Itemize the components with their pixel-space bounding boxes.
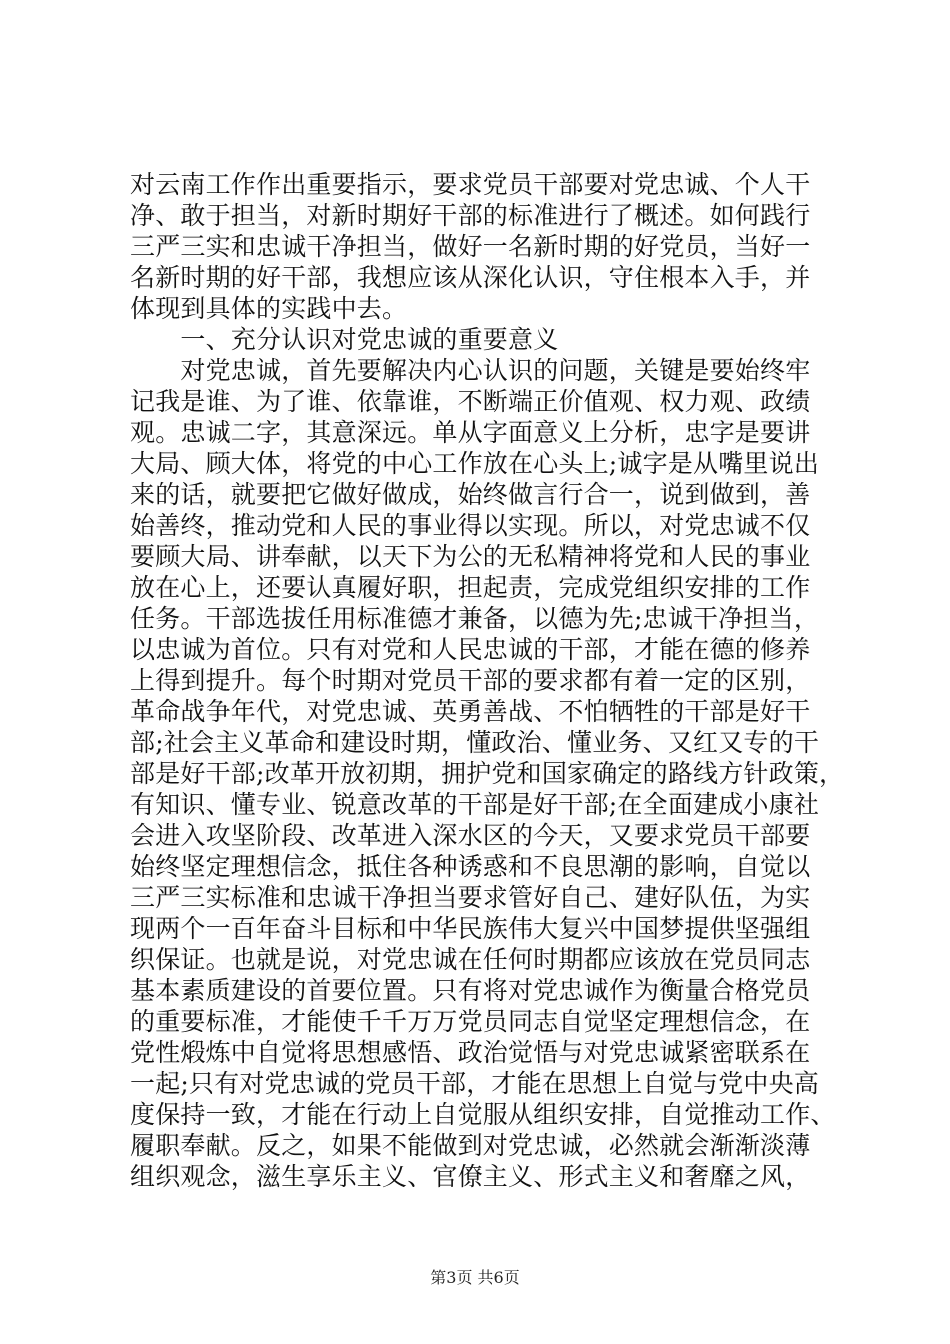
text-line: 对云南工作作出重要指示，要求党员干部要对党忠诚、个人干: [130, 170, 811, 199]
text-line: 观。忠诚二字，其意深远。单从字面意义上分析，忠字是要讲: [130, 418, 811, 447]
text-line: 对党忠诚，首先要解决内心认识的问题，关键是要始终牢: [130, 356, 811, 385]
page-number-footer: 第3页 共6页: [430, 1268, 520, 1287]
text-line: 部是好干部;改革开放初期，拥护党和国家确定的路线方针政策，: [130, 759, 845, 788]
text-line: 度保持一致，才能在行动上自觉服从组织安排，自觉推动工作、: [130, 1100, 836, 1129]
text-line: 记我是谁、为了谁、依靠谁，不断端正价值观、权力观、政绩: [130, 387, 811, 416]
text-line: 三严三实标准和忠诚干净担当要求管好自己、建好队伍，为实: [130, 883, 811, 912]
text-line: 一起;只有对党忠诚的党员干部，才能在思想上自觉与党中央高: [130, 1069, 820, 1098]
text-line: 有知识、懂专业、锐意改革的干部是好干部;在全面建成小康社: [130, 790, 820, 819]
text-line: 净、敢于担当，对新时期好干部的标准进行了概述。如何践行: [130, 201, 811, 230]
text-line: 体现到具体的实践中去。: [130, 294, 408, 323]
text-line: 部;社会主义革命和建设时期，懂政治、懂业务、又红又专的干: [130, 728, 820, 757]
section-heading: 一、充分认识对党忠诚的重要意义: [130, 325, 559, 354]
text-line: 织保证。也就是说，对党忠诚在任何时期都应该放在党员同志: [130, 945, 811, 974]
text-line: 党性煅炼中自觉将思想感悟、政治觉悟与对党忠诚紧密联系在: [130, 1038, 811, 1067]
text-line: 履职奉献。反之，如果不能做到对党忠诚，必然就会渐渐淡薄: [130, 1131, 811, 1160]
text-line: 上得到提升。每个时期对党员干部的要求都有着一定的区别，: [130, 666, 811, 695]
text-line: 始善终，推动党和人民的事业得以实现。所以，对党忠诚不仅: [130, 511, 811, 540]
body-text: [130, 169, 845, 1192]
text-line: 始终坚定理想信念，抵住各种诱惑和不良思潮的影响，自觉以: [130, 852, 811, 881]
text-line: 的重要标准，才能使千千万万党员同志自觉坚定理想信念，在: [130, 1007, 811, 1036]
text-line: 三严三实和忠诚干净担当，做好一名新时期的好党员，当好一: [130, 232, 811, 261]
text-line: 基本素质建设的首要位置。只有将对党忠诚作为衡量合格党员: [130, 976, 811, 1005]
text-line: 名新时期的好干部，我想应该从深化认识，守住根本入手，并: [130, 263, 811, 292]
text-line: 来的话，就要把它做好做成，始终做言行合一，说到做到，善: [130, 480, 811, 509]
text-line: 放在心上，还要认真履好职，担起责，完成党组织安排的工作: [130, 573, 811, 602]
text-line: 现两个一百年奋斗目标和中华民族伟大复兴中国梦提供坚强组: [130, 914, 811, 943]
text-line: 大局、顾大体，将党的中心工作放在心头上;诚字是从嘴里说出: [130, 449, 820, 478]
text-line: 任务。干部选拔任用标准德才兼备，以德为先;忠诚干净担当，: [130, 604, 820, 633]
text-line: 会进入攻坚阶段、改革进入深水区的今天，又要求党员干部要: [130, 821, 811, 850]
text-line: 以忠诚为首位。只有对党和人民忠诚的干部，才能在德的修养: [130, 635, 811, 664]
text-line: 组织观念，滋生享乐主义、官僚主义、形式主义和奢靡之风，: [130, 1162, 811, 1191]
text-line: 要顾大局、讲奉献，以天下为公的无私精神将党和人民的事业: [130, 542, 811, 571]
text-line: 革命战争年代，对党忠诚、英勇善战、不怕牺牲的干部是好干: [130, 697, 811, 726]
